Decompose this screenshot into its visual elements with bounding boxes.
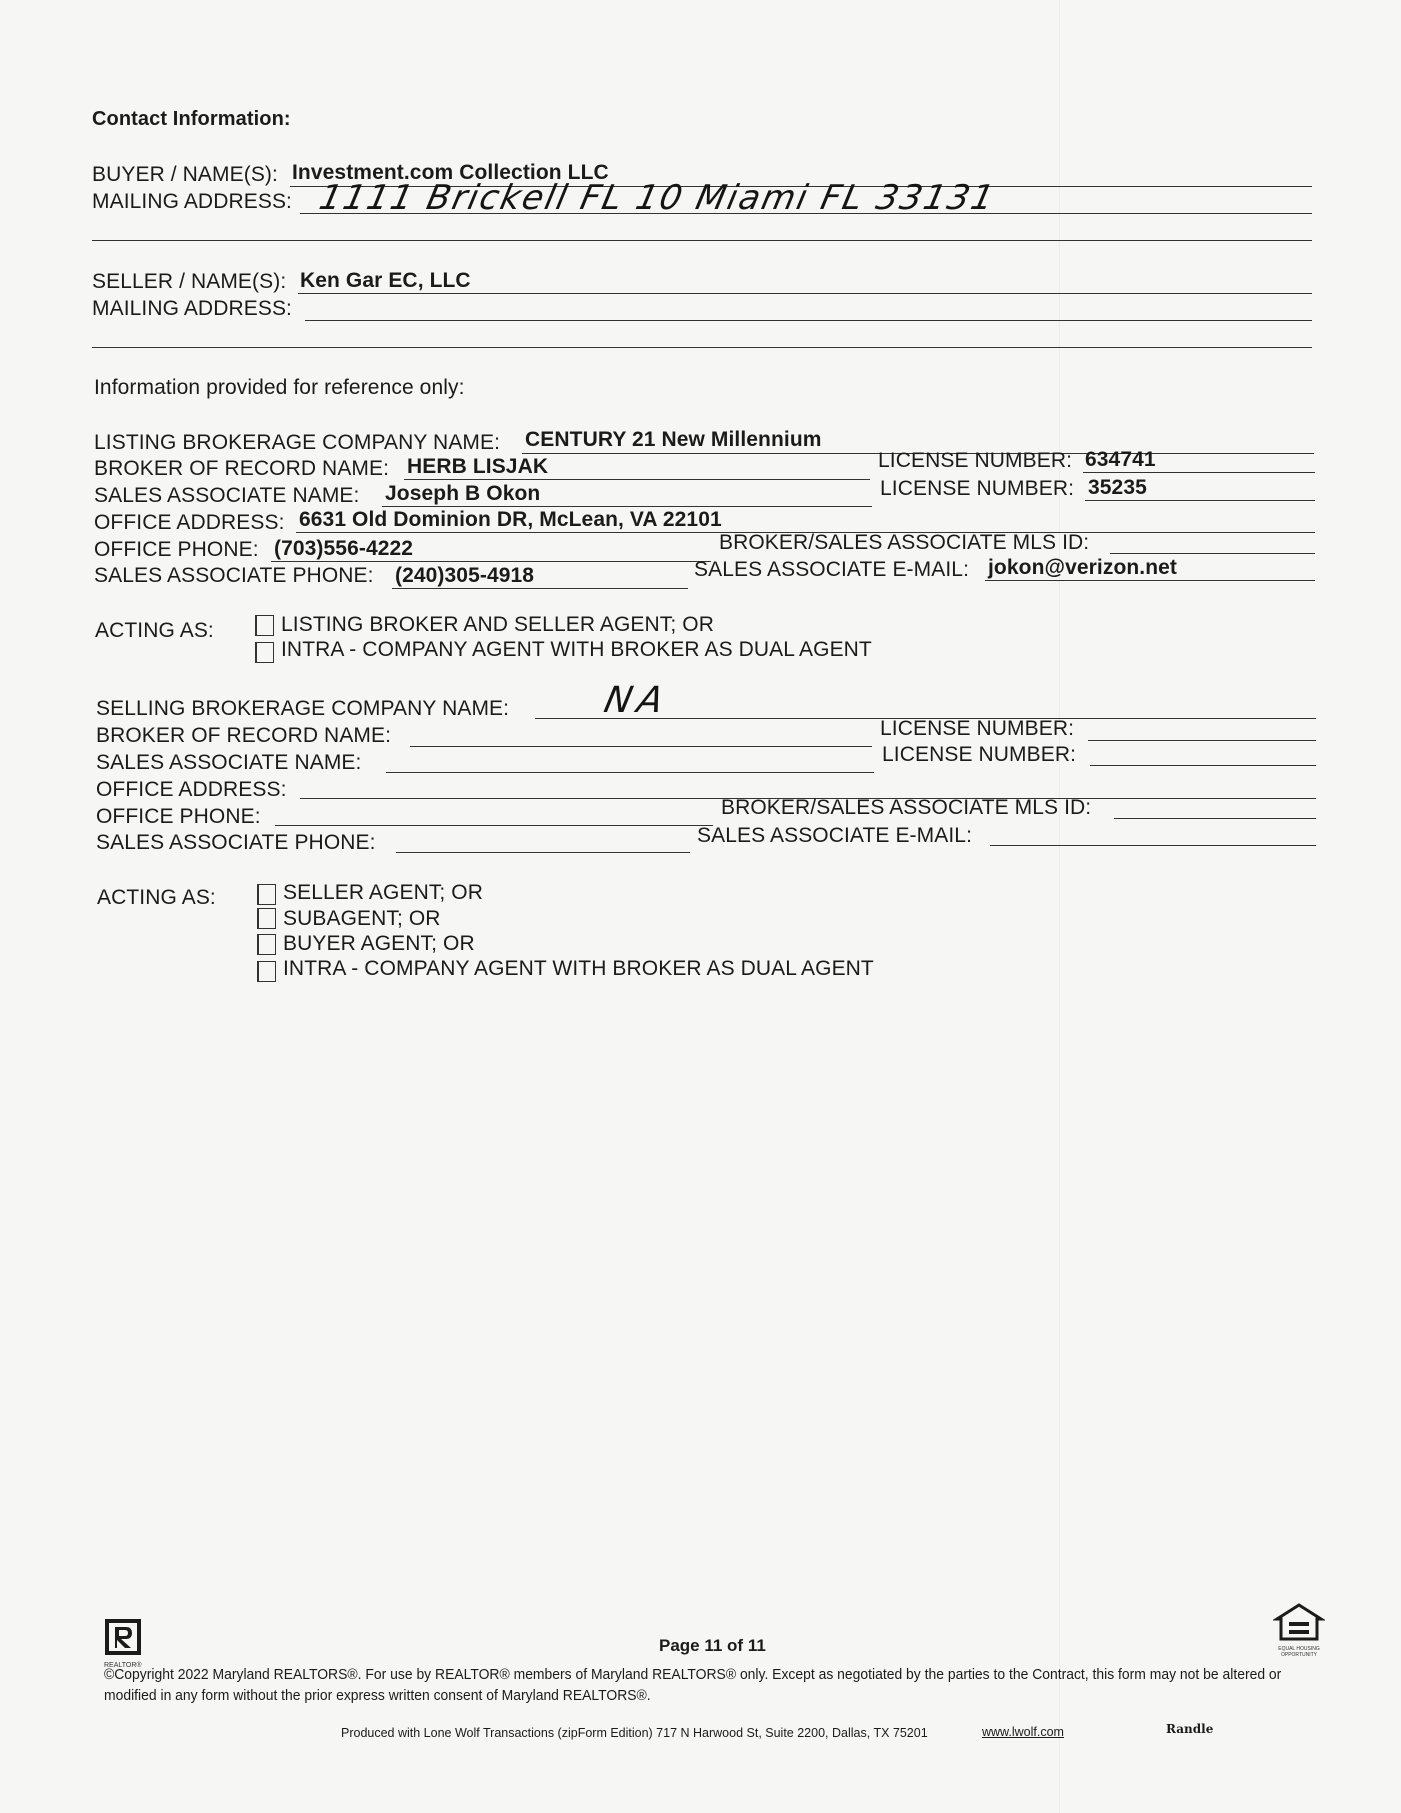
listing-broker-license-value: 634741 (1085, 448, 1156, 471)
listing-associate-license-label: LICENSE NUMBER: (880, 477, 1075, 500)
listing-option-1: LISTING BROKER AND SELLER AGENT; OR (281, 613, 714, 636)
selling-associate-label: SALES ASSOCIATE NAME: (96, 751, 362, 774)
seller-address-label: MAILING ADDRESS: (92, 297, 292, 320)
selling-office-address-label: OFFICE ADDRESS: (96, 778, 287, 801)
page-number: Page 11 of 11 (659, 1636, 766, 1655)
selling-office-phone-label: OFFICE PHONE: (96, 805, 261, 828)
selling-broker-label: BROKER OF RECORD NAME: (96, 724, 392, 747)
listing-company-label: LISTING BROKERAGE COMPANY NAME: (94, 431, 501, 454)
buyer-name-value: Investment.com Collection LLC (292, 161, 609, 184)
listing-associate-phone-label: SALES ASSOCIATE PHONE: (94, 564, 374, 587)
selling-option-checkbox-3[interactable] (257, 934, 276, 955)
selling-company-label: SELLING BROKERAGE COMPANY NAME: (96, 697, 510, 720)
listing-company-value: CENTURY 21 New Millennium (525, 428, 822, 451)
listing-office-address-value: 6631 Old Dominion DR, McLean, VA 22101 (299, 508, 722, 531)
listing-associate-phone-value: (240)305-4918 (395, 564, 535, 587)
buyer-address-value: 1111 Brickell FL 10 Miami FL 33131 (315, 178, 1000, 218)
equal-housing-logo (1273, 1603, 1325, 1658)
listing-office-phone-value: (703)556-4222 (274, 537, 414, 560)
listing-associate-license-value: 35235 (1088, 476, 1147, 499)
selling-option-checkbox-1[interactable] (257, 884, 276, 905)
copyright-notice: ©Copyright 2022 Maryland REALTORS®. For use by REALTOR® members of Maryland REALTORS® only. Except as negotiated by the parties to the Contract, this form may not be altered or modified in any form without the prior express written consent of Maryland REALTORS®. (104, 1667, 1282, 1704)
selling-mls-label: BROKER/SALES ASSOCIATE MLS ID: (721, 796, 1092, 819)
selling-option-checkbox-2[interactable] (257, 908, 276, 929)
listing-broker-license-label: LICENSE NUMBER: (878, 449, 1073, 472)
selling-acting-as-label: ACTING AS: (97, 886, 216, 909)
listing-option-2: INTRA - COMPANY AGENT WITH BROKER AS DUAL AGENT (281, 638, 872, 661)
selling-broker-license-label: LICENSE NUMBER: (880, 717, 1075, 740)
buyer-name-label: BUYER / NAME(S): (92, 163, 278, 186)
listing-email-label: SALES ASSOCIATE E-MAIL: (694, 558, 970, 581)
selling-option-3: BUYER AGENT; OR (283, 932, 475, 955)
selling-associate-phone-label: SALES ASSOCIATE PHONE: (96, 831, 376, 854)
produced-with-note: Produced with Lone Wolf Transactions (zipForm Edition) 717 N Harwood St, Suite 2200, Dallas, TX 75201 (341, 1726, 928, 1740)
listing-mls-label: BROKER/SALES ASSOCIATE MLS ID: (719, 531, 1090, 554)
listing-associate-label: SALES ASSOCIATE NAME: (94, 484, 360, 507)
realtor-logo (104, 1618, 144, 1668)
listing-option-checkbox-2[interactable] (255, 642, 274, 663)
reference-note: Information provided for reference only: (94, 376, 465, 399)
selling-associate-license-label: LICENSE NUMBER: (882, 743, 1077, 766)
listing-email-value: jokon@verizon.net (988, 556, 1178, 579)
equal-housing-icon (1273, 1603, 1325, 1641)
listing-broker-value: HERB LISJAK (407, 455, 549, 478)
selling-email-label: SALES ASSOCIATE E-MAIL: (697, 824, 973, 847)
listing-option-checkbox-1[interactable] (255, 615, 274, 636)
section-heading: Contact Information: (92, 108, 291, 130)
selling-option-4: INTRA - COMPANY AGENT WITH BROKER AS DUAL AGENT (283, 957, 874, 980)
scan-fold-line (1059, 0, 1060, 1813)
listing-office-address-label: OFFICE ADDRESS: (94, 511, 285, 534)
selling-option-1: SELLER AGENT; OR (283, 881, 484, 904)
seller-name-value: Ken Gar EC, LLC (300, 269, 471, 292)
seller-name-label: SELLER / NAME(S): (92, 270, 287, 293)
realtor-r-icon (104, 1618, 144, 1656)
lwolf-website-link[interactable]: www.lwolf.com (982, 1725, 1064, 1739)
realtor-logo-caption: REALTOR® (104, 1662, 142, 1669)
buyer-address-label: MAILING ADDRESS: (92, 190, 292, 213)
listing-office-phone-label: OFFICE PHONE: (94, 538, 259, 561)
equal-housing-caption: EQUAL HOUSING OPPORTUNITY (1278, 1646, 1320, 1658)
listing-acting-as-label: ACTING AS: (95, 619, 214, 642)
form-name: Randle (1166, 1722, 1214, 1736)
listing-associate-value: Joseph B Okon (385, 482, 541, 505)
selling-option-checkbox-4[interactable] (257, 961, 276, 982)
selling-option-2: SUBAGENT; OR (283, 907, 441, 930)
listing-broker-label: BROKER OF RECORD NAME: (94, 457, 390, 480)
selling-company-value: NA (600, 680, 673, 721)
